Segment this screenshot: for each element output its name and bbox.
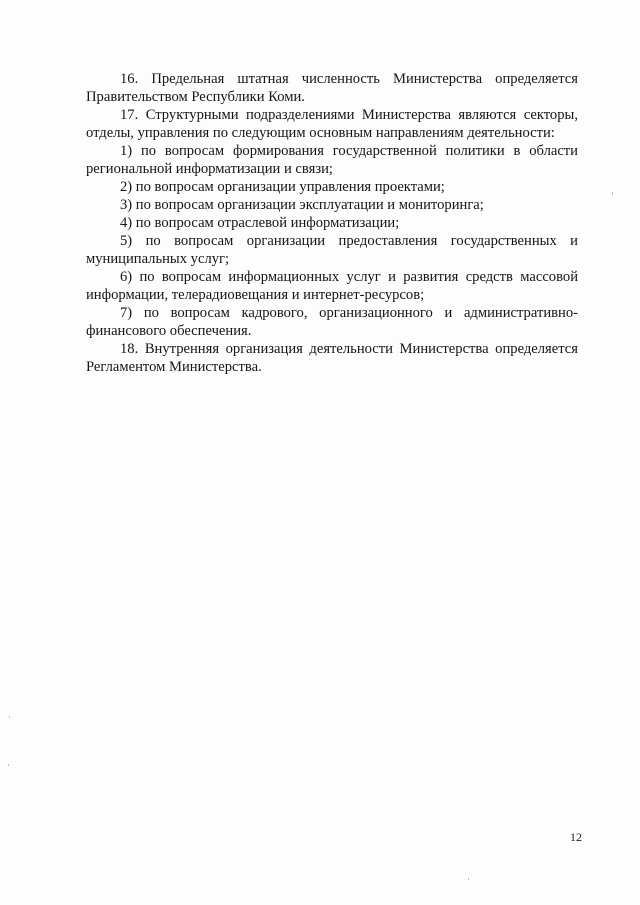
scan-speck	[8, 764, 9, 766]
scan-speck	[9, 716, 10, 718]
list-item-2: 2) по вопросам организации управления проектами;	[120, 179, 445, 195]
document-body	[86, 70, 578, 376]
paragraph-17: 17. Структурными подразделениями Министерства являются секторы, отделы, управления по следующим основным направлениям деятельности:	[86, 107, 578, 141]
list-item-7: 7) по вопросам кадрового, организационного и административно-финансового обеспечения.	[86, 305, 578, 339]
paragraph-16: 16. Предельная штатная численность Министерства определяется Правительством Республики Коми.	[86, 71, 578, 105]
list-item-6: 6) по вопросам информационных услуг и развития средств массовой информации, телерадиовещания и интернет-ресурсов;	[86, 269, 578, 303]
paragraph-18: 18. Внутренняя организация деятельности Министерства определяется Регламентом Министерства.	[86, 341, 578, 375]
page-number: 12	[570, 830, 582, 844]
list-item-1: 1) по вопросам формирования государственной политики в области региональной информатизации и связи;	[86, 143, 578, 177]
list-item-5: 5) по вопросам организации предоставления государственных и муниципальных услуг;	[86, 233, 578, 267]
scan-speck	[468, 878, 469, 880]
list-item-4: 4) по вопросам отраслевой информатизации;	[120, 215, 400, 231]
scan-speck	[612, 192, 613, 195]
list-item-3: 3) по вопросам организации эксплуатации и мониторинга;	[120, 197, 484, 213]
